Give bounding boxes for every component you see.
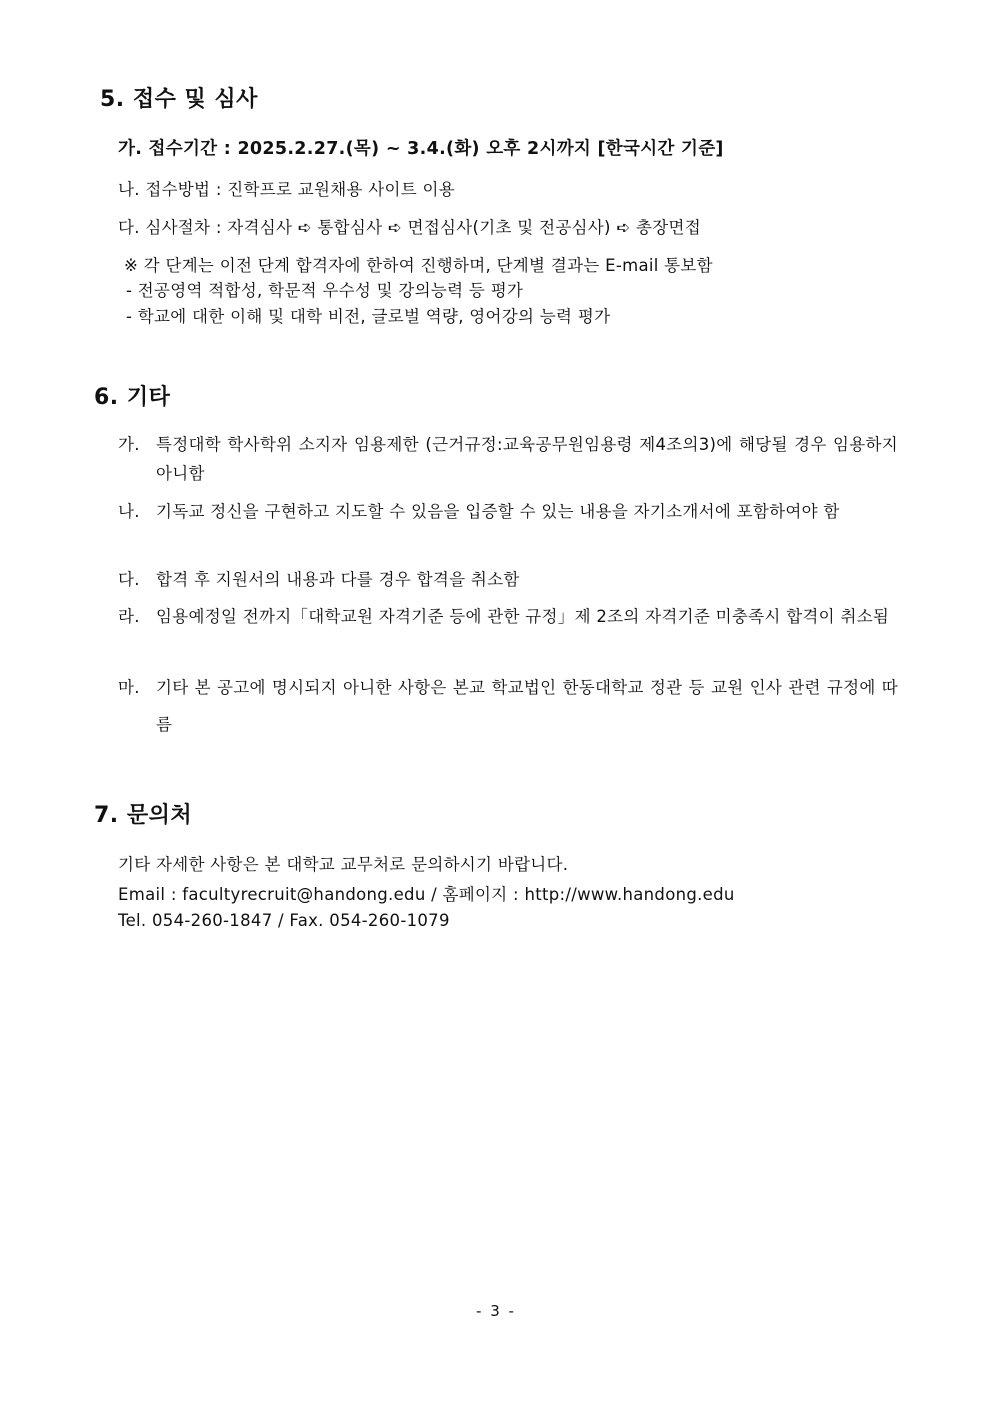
list-item-label: 다.	[118, 570, 140, 589]
application-period: 가. 접수기간 : 2025.2.27.(목) ~ 3.4.(화) 오후 2시까지 [한국시간 기준]	[118, 139, 724, 159]
contact-phone-fax: Tel. 054-260-1847 / Fax. 054-260-1079	[118, 911, 450, 930]
inquiry-intro: 기타 자세한 사항은 본 대학교 교무처로 문의하시기 바랍니다.	[118, 855, 569, 874]
stage-note: ※ 각 단계는 이전 단계 합격자에 한하여 진행하며, 단계별 결과는 E-mail 통보함	[124, 256, 713, 275]
list-item-label: 라.	[118, 607, 140, 626]
list-item-text: 합격 후 지원서의 내용과 다를 경우 합격을 취소함	[156, 570, 520, 589]
review-procedure: 다. 심사절차 : 자격심사 ➪ 통합심사 ➪ 면접심사(기초 및 전공심사) ➪ 총장면접	[118, 218, 701, 237]
list-item-text: 임용예정일 전까지「대학교원 자격기준 등에 관한 규정」제 2조의 자격기준 미충족시 합격이 취소됨	[156, 607, 890, 626]
criteria-item: - 전공영역 적합성, 학문적 우수성 및 강의능력 등 평가	[126, 281, 524, 300]
criteria-item: - 학교에 대한 이해 및 대학 비전, 글로벌 역량, 영어강의 능력 평가	[126, 307, 611, 326]
list-item	[118, 669, 898, 743]
list-item	[118, 565, 898, 594]
contact-email-homepage: Email : facultyrecruit@handong.edu / 홈페이지 : http://www.handong.edu	[118, 885, 735, 904]
list-item	[118, 602, 898, 631]
list-item-text: 기독교 정신을 구현하고 지도할 수 있음을 입증할 수 있는 내용을 자기소개서에 포함하여야 함	[156, 502, 840, 521]
section-5-heading: 5. 접수 및 심사	[100, 87, 258, 112]
page-number: - 3 -	[476, 1302, 516, 1320]
list-item-text: 특정대학 학사학위 소지자 임용제한 (근거규정:교육공무원임용령 제4조의3)에 해당될 경우 임용하지 아니함	[156, 435, 898, 483]
list-item-label: 가.	[118, 435, 140, 454]
application-method: 나. 접수방법 : 진학프로 교원채용 사이트 이용	[118, 180, 455, 199]
section-7-heading: 7. 문의처	[94, 803, 193, 828]
section-6-heading: 6. 기타	[94, 385, 171, 410]
list-item-label: 나.	[118, 502, 140, 521]
list-item-text: 기타 본 공고에 명시되지 아니한 사항은 본교 학교법인 한동대학교 정관 등 교원 인사 관련 규정에 따름	[156, 678, 898, 734]
list-item	[118, 430, 898, 488]
list-item-label: 마.	[118, 678, 140, 697]
list-item	[118, 497, 898, 526]
